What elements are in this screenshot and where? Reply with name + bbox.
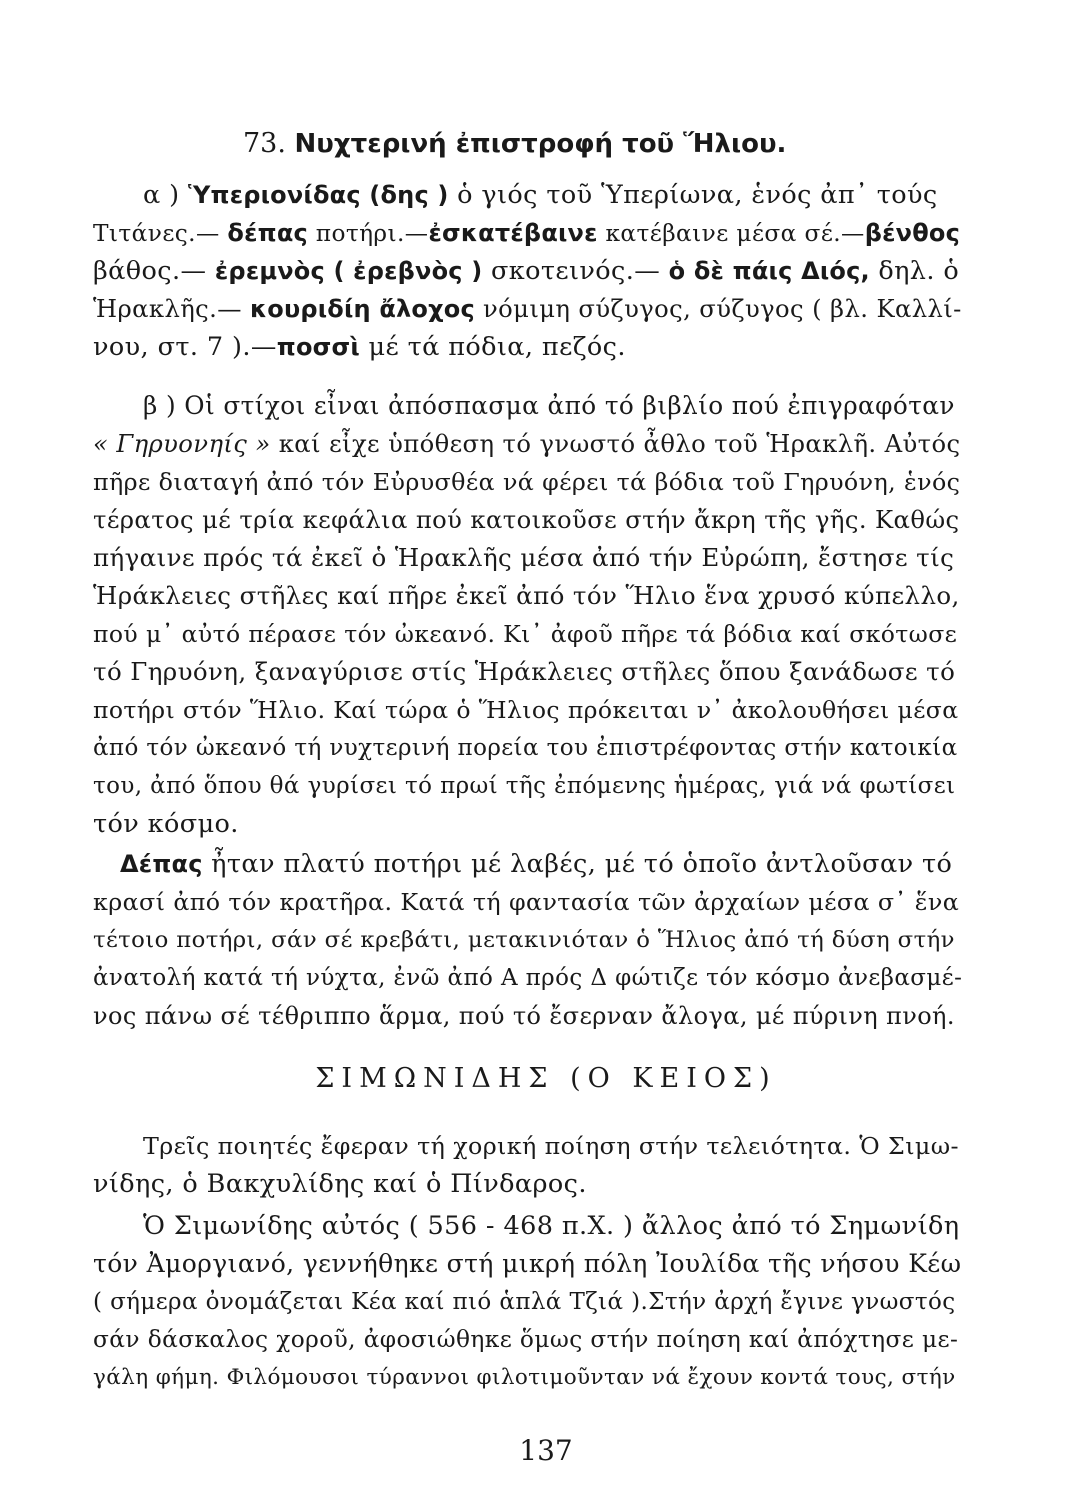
depas-line: κρασί ἀπό τόν κρατῆρα. Κατά τή φαντασία τῶν ἀρχαίων μέσα σ᾽ ἕνα <box>93 888 960 916</box>
commentary-line: πήγαινε πρός τά ἐκεῖ ὁ Ἡρακλῆς μέσα ἀπό τήν Εὐρώπη, ἔστησε τίς <box>93 543 955 572</box>
commentary-line: πού μ᾽ αὐτό πέρασε τόν ὠκεανό. Κι᾽ ἀφοῦ πῆρε τά βόδια καί σκότωσε <box>93 620 958 648</box>
glossary-line: Τιτάνες.— δέπας ποτήρι.—ἐσκατέβαινε κατέβαινε μέσα σέ.—βένθος <box>93 219 960 247</box>
glossary-line: Ἡρακλῆς.— κουριδίη ἄλοχος νόμιμη σύζυγος, σύζυγος ( βλ. Καλλί- <box>93 294 962 323</box>
section-title-text: Νυχτερινή ἐπιστροφή τοῦ Ἥλιου. <box>294 129 787 159</box>
glossary-line: α ) Ὑπεριονίδας (δης ) ὁ γιός τοῦ Ὑπερίωνα, ἑνός ἀπ᾽ τούς <box>143 180 938 210</box>
commentary-line: Ἡράκλειες στῆλες καί πῆρε ἐκεῖ ἀπό τόν Ἥλιο ἕνα χρυσό κύπελλο, <box>93 581 960 610</box>
commentary-line: ἀπό τόν ὠκεανό τή νυχτερινή πορεία του ἐπιστρέφοντας στήν κατοικία <box>93 735 958 761</box>
depas-line: Δέπας ἦταν πλατύ ποτήρι μέ λαβές, μέ τό ὁποῖο ἀντλοῦσαν τό <box>120 849 953 879</box>
commentary-line: του, ἀπό ὅπου θά γυρίσει τό πρωί τῆς ἐπόμενης ἡμέρας, γιά νά φωτίσει <box>93 773 956 799</box>
depas-line: τέτοιο ποτήρι, σάν σέ κρεβάτι, μετακινιόταν ὁ Ἥλιος ἀπό τή δύση στήν <box>93 927 955 953</box>
section-number: 73. <box>243 128 286 159</box>
glossary-line: νου, στ. 7 ).—ποσσὶ μέ τά πόδια, πεζός. <box>93 332 626 362</box>
intro-line: γάλη φήμη. Φιλόμουσοι τύραννοι φιλοτιμοῦνταν νά ἔχουν κοντά τους, στήν <box>93 1365 956 1390</box>
commentary-line: « Γηρυονηίς » καί εἶχε ὑπόθεση τό γνωστό ἆθλο τοῦ Ἡρακλῆ. Αὐτός <box>93 429 961 458</box>
commentary-line: ποτήρι στόν Ἥλιο. Καί τώρα ὁ Ἥλιος πρόκειται ν᾽ ἀκολουθήσει μέσα <box>93 696 959 724</box>
depas-line: νος πάνω σέ τέθριππο ἅρμα, πού τό ἔσερναν ἄλογα, μέ πύρινη πνοή. <box>93 1002 955 1030</box>
commentary-line: β ) Οἱ στίχοι εἶναι ἀπόσπασμα ἀπό τό βιβλίο πού ἐπιγραφόταν <box>143 391 955 420</box>
intro-line: τόν Ἀμοργιανό, γεννήθηκε στή μικρή πόλη Ἰουλίδα τῆς νήσου Κέω <box>93 1249 962 1278</box>
intro-line: Ὁ Σιμωνίδης αὐτός ( 556 - 468 π.Χ. ) ἄλλος ἀπό τό Σημωνίδη <box>143 1211 960 1241</box>
glossary-line: βάθος.— ἐρεμνὸς ( ἐρεβνὸς ) σκοτεινός.— ὁ δὲ πάις Διός, δηλ. ὁ <box>93 256 960 286</box>
commentary-line: τέρατος μέ τρία κεφάλια πού κατοικοῦσε στήν ἄκρη τῆς γῆς. Καθώς <box>93 505 960 534</box>
intro-line: νίδης, ὁ Βακχυλίδης καί ὁ Πίνδαρος. <box>93 1169 587 1199</box>
commentary-line: τό Γηρυόνη, ξαναγύρισε στίς Ἡράκλειες στῆλες ὅπου ξανάδωσε τό <box>93 657 956 686</box>
intro-line: ( σήμερα ὀνομάζεται Κέα καί πιό ἁπλά Τζιά ).Στήν ἀρχή ἔγινε γνωστός <box>93 1289 956 1315</box>
intro-line: σάν δάσκαλος χοροῦ, ἀφοσιώθηκε ὅμως στήν ποίηση καί ἀπόχτησε με- <box>93 1326 959 1353</box>
depas-line: ἀνατολή κατά τή νύχτα, ἐνῶ ἀπό Α πρός Δ φώτιζε τόν κόσμο ἀνεβασμέ- <box>93 965 963 991</box>
intro-line: Τρεῖς ποιητές ἔφεραν τή χορική ποίηση στήν τελειότητα. Ὁ Σιμω- <box>143 1132 959 1160</box>
page-number: 137 <box>519 1434 573 1467</box>
section-title <box>243 128 786 159</box>
section-heading: ΣΙΜΩΝΙΔΗΣ (Ο ΚΕΙΟΣ) <box>315 1063 777 1094</box>
commentary-line: τόν κόσμο. <box>93 809 239 839</box>
commentary-line: πῆρε διαταγή ἀπό τόν Εὐρυσθέα νά φέρει τά βόδια τοῦ Γηρυόνη, ἑνός <box>93 468 961 496</box>
